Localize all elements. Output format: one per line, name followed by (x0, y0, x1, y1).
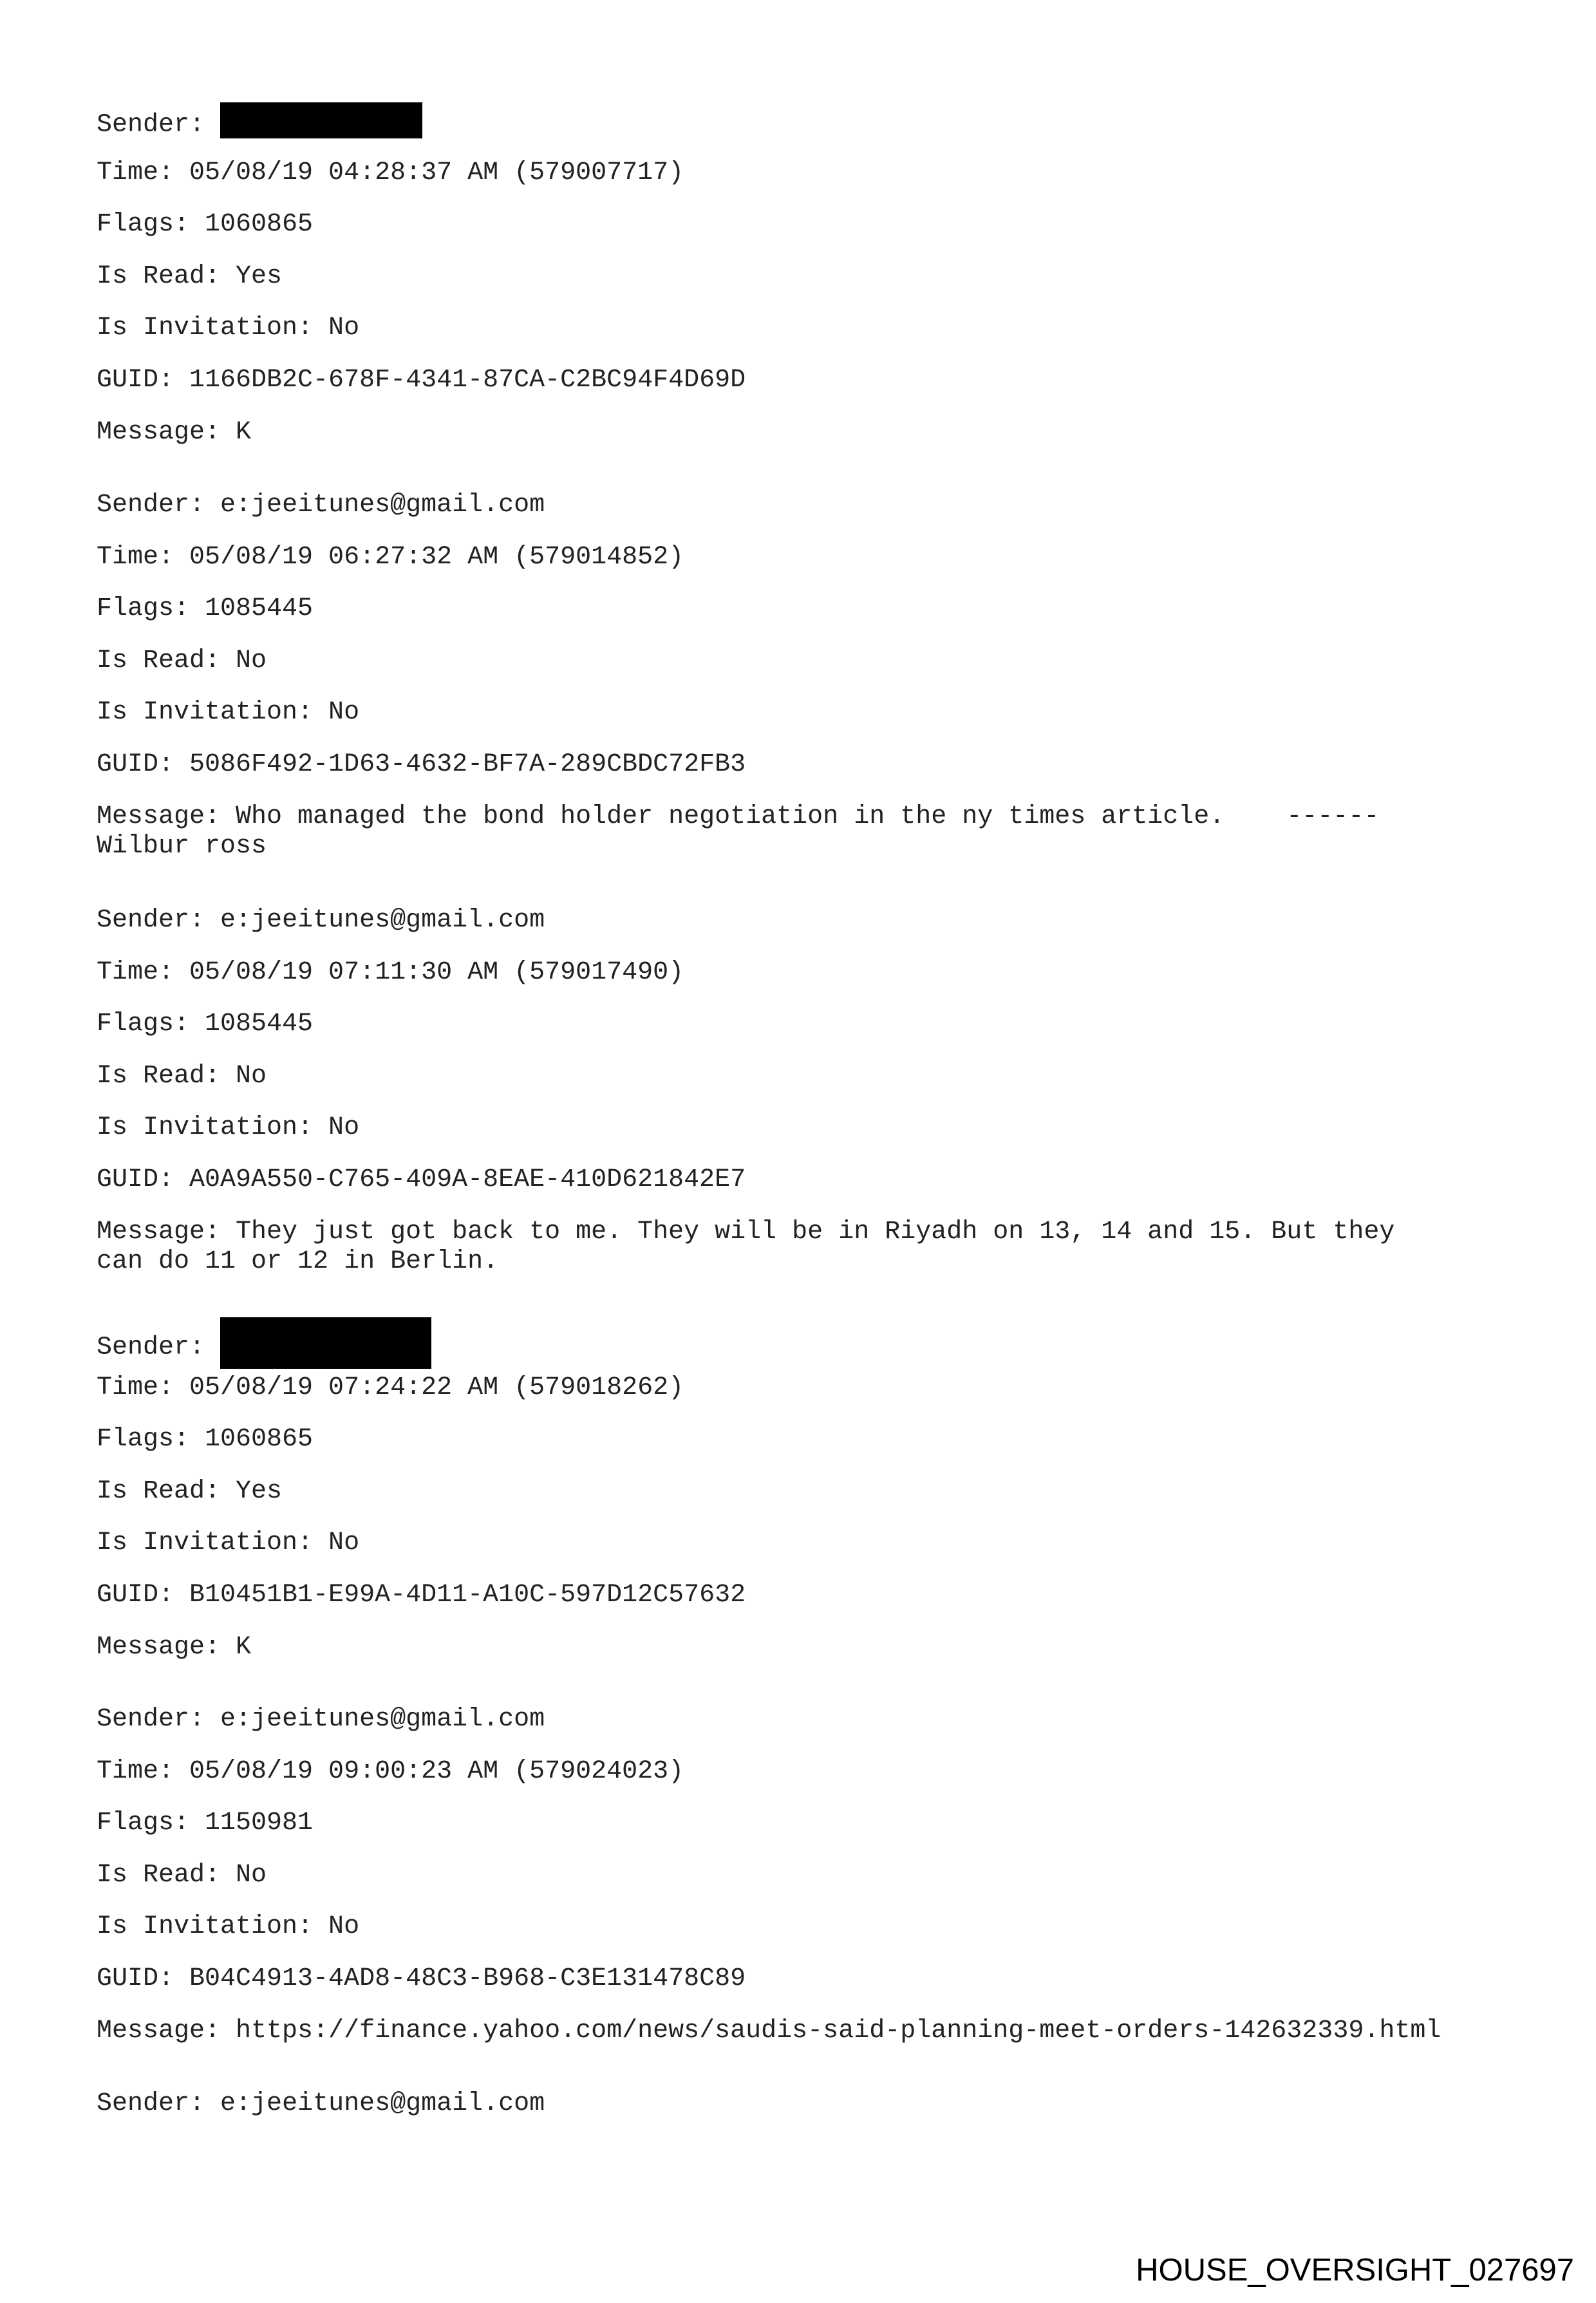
sender-line (97, 906, 545, 935)
redaction-box (220, 102, 422, 138)
is-read-line: Is Read: No (97, 646, 267, 675)
guid-line: GUID: B04C4913-4AD8-48C3-B968-C3E131478C89 (97, 1964, 746, 1993)
message-line: Message: K (97, 417, 252, 447)
time-line: Time: 05/08/19 04:28:37 AM (579007717) (97, 158, 684, 187)
sender-label: Sender: (97, 906, 205, 935)
sender-line (97, 1321, 431, 1373)
is-invitation-line: Is Invitation: No (97, 314, 360, 343)
sender-value: e:jeeitunes@gmail.com (220, 1705, 545, 1734)
is-read-line: Is Read: No (97, 1860, 267, 1890)
sender-line (97, 2089, 545, 2119)
guid-line: GUID: 5086F492-1D63-4632-BF7A-289CBDC72FB3 (97, 750, 746, 779)
sender-value: e:jeeitunes@gmail.com (220, 906, 545, 935)
sender-label: Sender: (97, 2089, 205, 2118)
is-read-line: Is Read: Yes (97, 1476, 283, 1506)
message-continuation-line: Wilbur ross (97, 831, 267, 861)
message-line: Message: K (97, 1632, 252, 1662)
sender-line (97, 491, 545, 520)
flags-line: Flags: 1150981 (97, 1809, 314, 1838)
sender-label: Sender: (97, 110, 205, 140)
is-invitation-line: Is Invitation: No (97, 1912, 360, 1942)
is-invitation-line: Is Invitation: No (97, 698, 360, 728)
sender-value: e:jeeitunes@gmail.com (220, 2089, 545, 2118)
guid-line: GUID: 1166DB2C-678F-4341-87CA-C2BC94F4D69D (97, 366, 746, 395)
guid-line: GUID: B10451B1-E99A-4D11-A10C-597D12C57632 (97, 1581, 746, 1610)
guid-line: GUID: A0A9A550-C765-409A-8EAE-410D621842E7 (97, 1165, 746, 1194)
time-line: Time: 05/08/19 07:11:30 AM (579017490) (97, 957, 684, 987)
sender-label: Sender: (97, 491, 205, 520)
is-invitation-line: Is Invitation: No (97, 1113, 360, 1143)
flags-line: Flags: 1060865 (97, 1425, 314, 1454)
message-continuation-line: can do 11 or 12 in Berlin. (97, 1246, 499, 1276)
sender-value: e:jeeitunes@gmail.com (220, 491, 545, 520)
bates-number: HOUSE_OVERSIGHT_027697 (1136, 2253, 1574, 2288)
flags-line: Flags: 1060865 (97, 210, 314, 240)
sender-line (97, 106, 422, 142)
is-read-line: Is Read: No (97, 1061, 267, 1091)
redaction-box (220, 1317, 431, 1369)
flags-line: Flags: 1085445 (97, 1010, 314, 1039)
time-line: Time: 05/08/19 09:00:23 AM (579024023) (97, 1756, 684, 1786)
flags-line: Flags: 1085445 (97, 594, 314, 624)
is-read-line: Is Read: Yes (97, 261, 283, 291)
message-line: Message: https://finance.yahoo.com/news/saudis-said-planning-meet-orders-142632339.html (97, 2016, 1441, 2045)
time-line: Time: 05/08/19 07:24:22 AM (579018262) (97, 1373, 684, 1402)
is-invitation-line: Is Invitation: No (97, 1528, 360, 1558)
message-line: Message: Who managed the bond holder negotiation in the ny times article. ------ (97, 802, 1380, 831)
message-line: Message: They just got back to me. They will be in Riyadh on 13, 14 and 15. But they (97, 1217, 1395, 1246)
time-line: Time: 05/08/19 06:27:32 AM (579014852) (97, 542, 684, 572)
sender-label: Sender: (97, 1705, 205, 1734)
sender-label: Sender: (97, 1333, 205, 1362)
sender-line (97, 1705, 545, 1734)
